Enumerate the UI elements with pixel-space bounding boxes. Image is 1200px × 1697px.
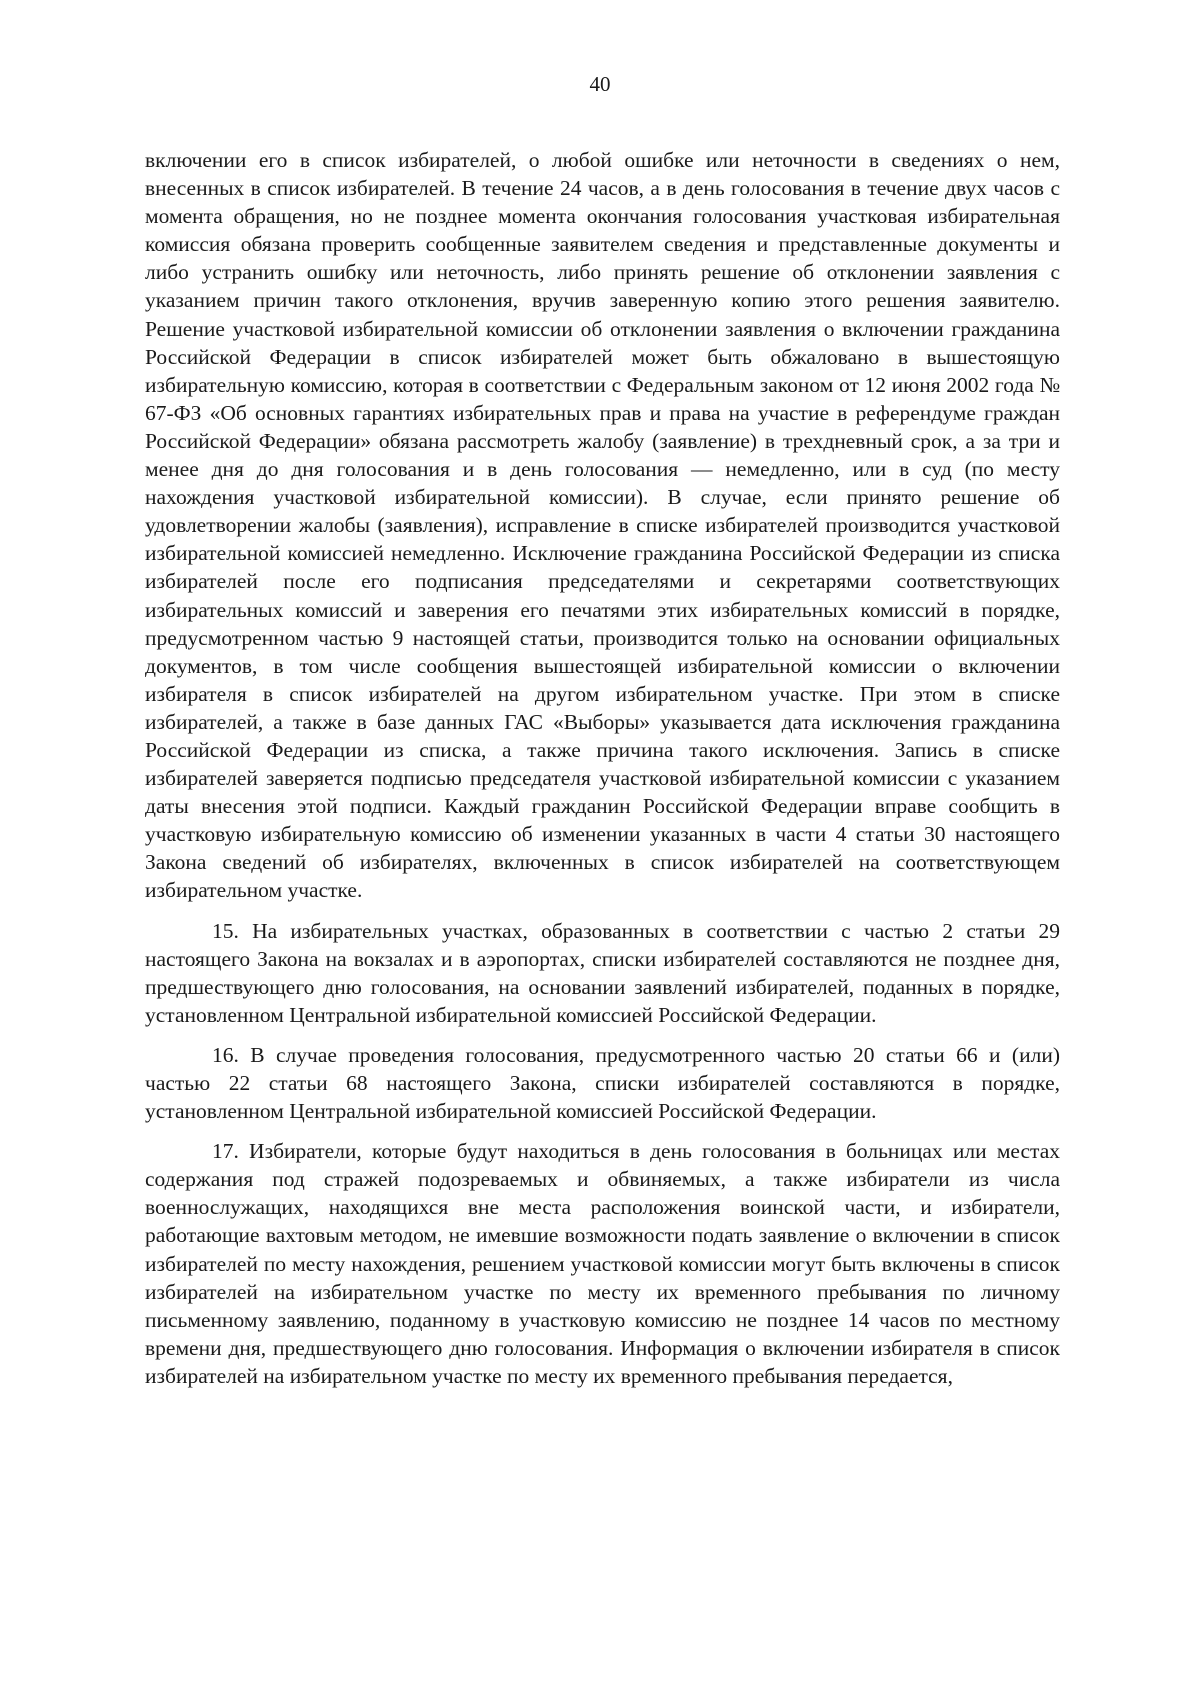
paragraph-15: 15. На избирательных участках, образованных в соответствии с частью 2 статьи 29 настоящего Закона на вокзалах и в аэропортах, списки избирателей составляются не позднее дня, предшествующего дню голосования, на основании заявлений избирателей, поданных в порядке, установленном Центральной избирательной комиссией Российской Федерации. [145,918,1060,1027]
paragraph-17: 17. Избиратели, которые будут находиться в день голосования в больницах или местах содержания под стражей подозреваемых и обвиняемых, а также избиратели из числа военнослужащих, находящихся вне места расположения воинской части, и избиратели, работающие вахтовым методом, не имевшие возможности подать заявление о включении в список избирателей по месту нахождения, решением участковой комиссии могут быть включены в список избирателей на избирательном участке по месту их временного пребывания по личному письменному заявлению, поданному в участковую комиссию не позднее 14 часов по местному времени дня, предшествующего дню голосования. Информация о включении избирателя в список избирателей на избирательном участке по месту их временного пребывания передается, [145,1139,1060,1388]
paragraph-continuation: включении его в список избирателей, о любой ошибке или неточности в сведениях о нем, внесенных в список избирателей. В течение 24 часов, а в день голосования в течение двух часов с момента обращения, но не позднее момента окончания голосования участковая избирательная комиссия обязана проверить сообщенные заявителем сведения и представленные документы и либо устранить ошибку или неточность, либо принять решение об отклонении заявления с указанием причин такого отклонения, вручив заверенную копию этого решения заявителю. Решение участковой избирательной комиссии об отклонении заявления о включении гражданина Российской Федерации в список избирателей может быть обжаловано в вышестоящую избирательную комиссию, которая в соответствии с Федеральным законом от 12 июня 2002 года № 67-ФЗ «Об основных гарантиях избирательных прав и права на участие в референдуме граждан Российской Федерации» обязана рассмотреть жалобу (заявление) в трехдневный срок, а за три и менее дня до дня голосования и в день голосования — немедленно, или в суд (по месту нахождения участковой избирательной комиссии). В случае, если принято решение об удовлетворении жалобы (заявления), исправление в списке избирателей производится участковой избирательной комиссией немедленно. Исключение гражданина Российской Федерации из списка избирателей после его подписания председателями и секретарями соответствующих избирательных комиссий и заверения его печатями этих избирательных комиссий в порядке, предусмотренном частью 9 настоящей статьи, производится только на основании официальных документов, в том числе сообщения вышестоящей избирательной комиссии о включении избирателя в список избирателей на другом избирательном участке. При этом в списке избирателей, а также в базе данных ГАС «Выборы» указывается дата исключения гражданина Российской Федерации из списка, а также причина такого исключения. Запись в списке избирателей заверяется подписью председателя участковой избирательной комиссии с указанием даты внесения этой подписи. Каждый гражданин Российской Федерации вправе сообщить в участковую избирательную комиссию об изменении указанных в части 4 статьи 30 настоящего Закона сведений об избирателях, включенных в список избирателей на соответствующем избирательном участке. [145,148,1060,903]
paragraph-16: 16. В случае проведения голосования, предусмотренного частью 20 статьи 66 и (или) частью 22 статьи 68 настоящего Закона, списки избирателей составляются в порядке, установленном Центральной избирательной комиссией Российской Федерации. [145,1042,1060,1124]
document-body [145,146,1060,1390]
page-number: 40 [589,72,611,96]
